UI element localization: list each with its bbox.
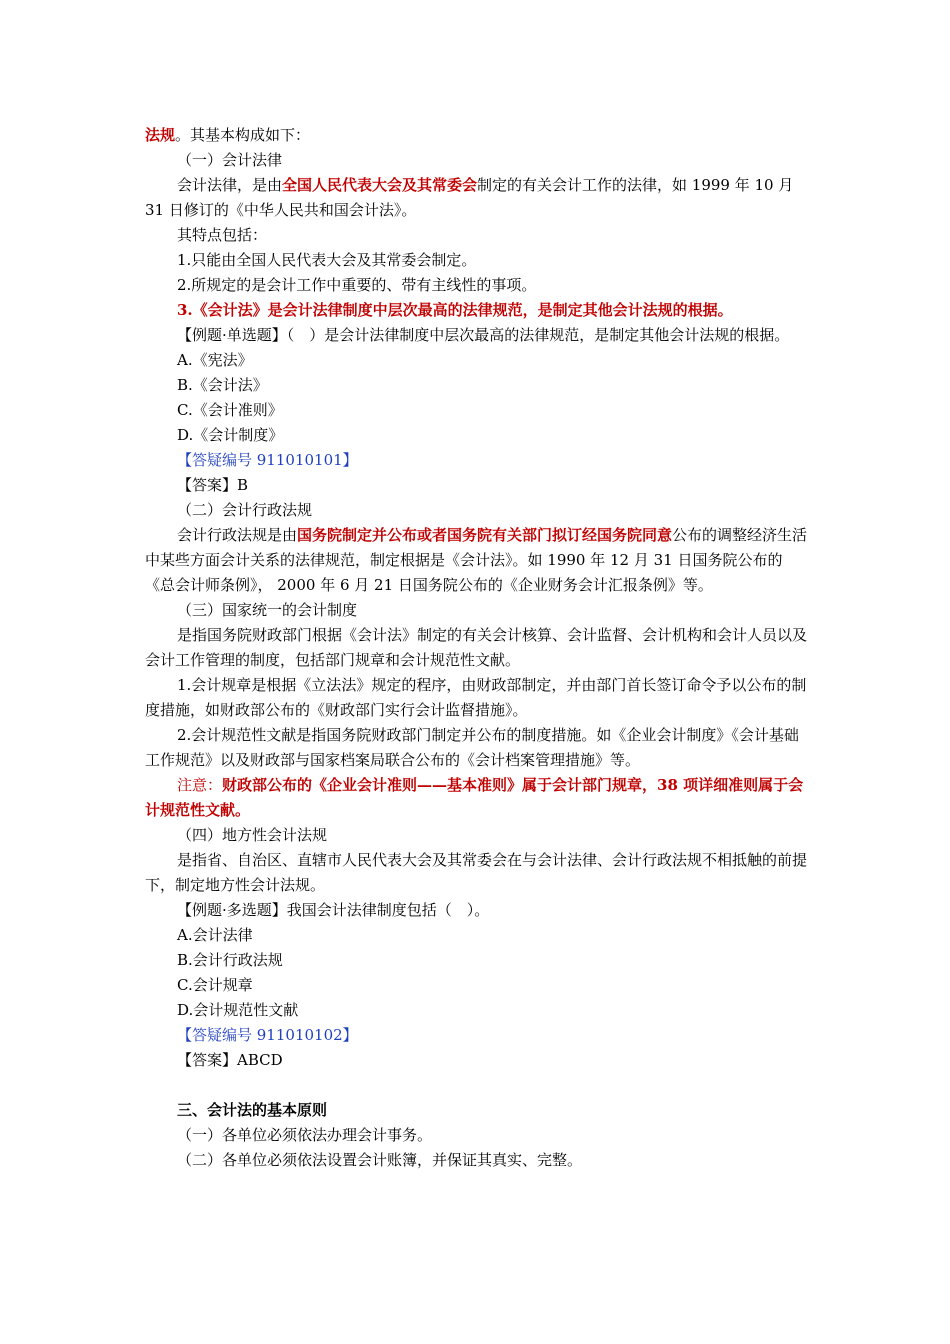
- body-text: 会计行政法规是由: [177, 526, 298, 544]
- body-text: 。其基本构成如下：: [175, 126, 311, 144]
- answer-code: 【答疑编号 911010101】: [177, 451, 358, 469]
- note-paragraph: [145, 773, 810, 823]
- spacer: [145, 1073, 810, 1098]
- principle-item: （一）各单位必须依法办理会计事务。: [177, 1126, 433, 1144]
- list-item: 2.会计规范性文献是指国务院财政部门制定并公布的制度措施。如《企业会计制度》《会计基础工作规范》以及财政部与国家档案局联合公布的《会计档案管理措施》等。: [145, 726, 799, 769]
- principle-item: （二）各单位必须依法设置会计账簿，并保证其真实、完整。: [177, 1151, 583, 1169]
- paragraph-admin-regulations: [145, 523, 810, 598]
- paragraph-accounting-law: [145, 173, 810, 223]
- option-b: B.会计行政法规: [177, 951, 283, 969]
- answer: 【答案】B: [177, 476, 249, 494]
- option-c: C.会计规章: [177, 976, 253, 994]
- highlight-text: 财政部公布的《企业会计准则——基本准则》属于会计部门规章，38 项详细准则属于会计规范性文献。: [145, 776, 804, 819]
- option-d: D.会计规范性文献: [177, 1001, 299, 1019]
- body-text: 公布的调整经济生活中某些方面会计关系的法律规范，制定根据是《会计法》。如 1990 年 12 月 31 日国务院公布的《总会计师条例》， 2000 年 6 月 21 日国务院公布的《企业财务会计汇报条例》等。: [145, 526, 808, 594]
- highlight-text: 国务院制定并公布或者国务院有关部门拟订经国务院同意: [297, 526, 673, 544]
- option-d: D.《会计制度》: [177, 426, 284, 444]
- section-heading-3: （三）国家统一的会计制度: [177, 601, 358, 619]
- answer: 【答案】ABCD: [177, 1051, 283, 1069]
- section-heading-1: （一）会计法律: [177, 151, 283, 169]
- document-body: [145, 123, 810, 1173]
- paragraph: 是指国务院财政部门根据《会计法》制定的有关会计核算、会计监督、会计机构和会计人员以及会计工作管理的制度，包括部门规章和会计规范性文献。: [145, 626, 808, 669]
- section-heading-2: （二）会计行政法规: [177, 501, 313, 519]
- list-item: 1.会计规章是根据《立法法》规定的程序，由财政部制定，并由部门首长签订命令予以公布的制度措施，如财政部公布的《财政部门实行会计监督措施》。: [145, 676, 807, 719]
- answer-code: 【答疑编号 911010102】: [177, 1026, 358, 1044]
- option-a: A.《宪法》: [177, 351, 253, 369]
- list-item: 1.只能由全国人民代表大会及其常委会制定。: [177, 251, 477, 269]
- option-a: A.会计法律: [177, 926, 253, 944]
- list-item: 2.所规定的是会计工作中重要的、带有主线性的事项。: [177, 276, 537, 294]
- note-label: 注意：: [177, 776, 223, 794]
- body-text: 会计法律，是由: [177, 176, 283, 194]
- highlight-text: 全国人民代表大会及其常委会: [282, 176, 478, 194]
- option-c: C.《会计准则》: [177, 401, 283, 419]
- example-question: 【例题·多选题】我国会计法律制度包括（ ）。: [177, 901, 490, 919]
- option-b: B.《会计法》: [177, 376, 268, 394]
- highlight-text: 法规: [145, 126, 176, 144]
- paragraph-intro: [145, 123, 810, 148]
- paragraph: 其特点包括：: [177, 226, 268, 244]
- example-question: 【例题·单选题】（ ）是会计法律制度中层次最高的法律规范，是制定其他会计法规的根据。: [177, 326, 790, 344]
- chapter-heading: 三、会计法的基本原则: [177, 1101, 328, 1119]
- paragraph: 是指省、自治区、直辖市人民代表大会及其常委会在与会计法律、会计行政法规不相抵触的前提下，制定地方性会计法规。: [145, 851, 808, 894]
- section-heading-4: （四）地方性会计法规: [177, 826, 328, 844]
- list-item-highlight: 3.《会计法》是会计法律制度中层次最高的法律规范，是制定其他会计法规的根据。: [177, 301, 733, 319]
- body-text: 制定的有关会计工作的法律，如 1999 年 10 月 31 日修订的《中华人民共和国会计法》。: [145, 176, 794, 219]
